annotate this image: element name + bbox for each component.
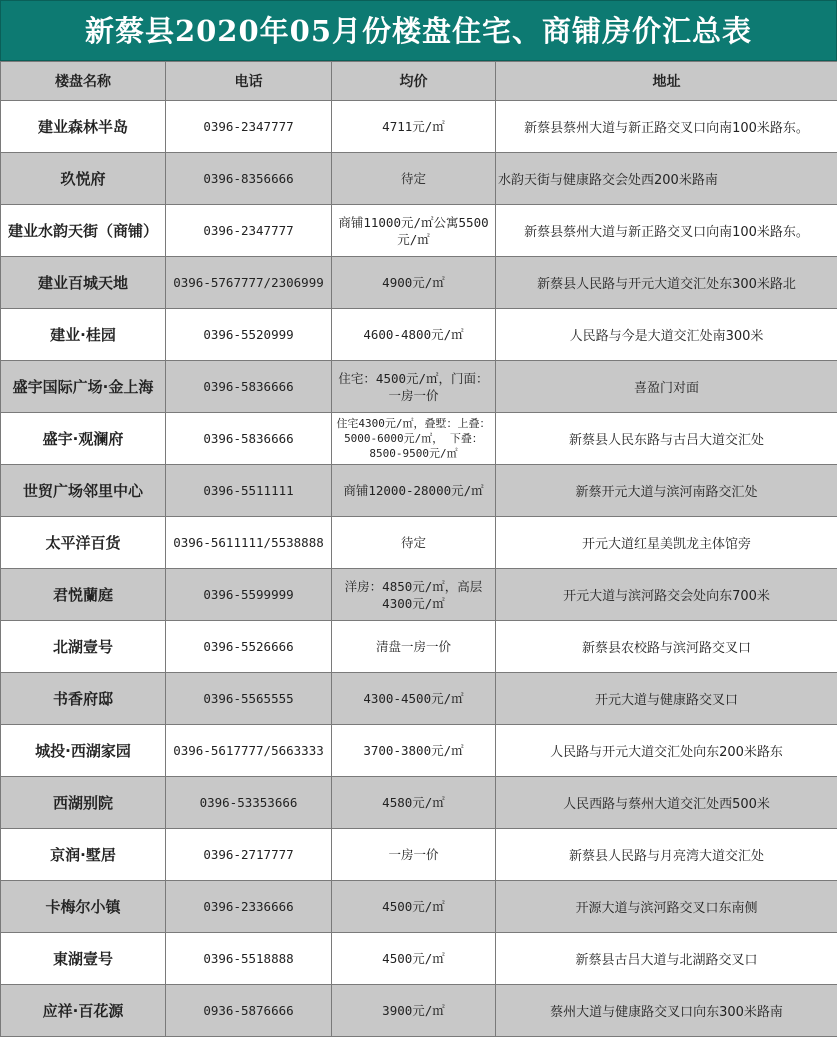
table-row xyxy=(1,361,837,413)
estate-address: 新蔡县蔡州大道与新正路交叉口向南100米路东。 xyxy=(496,101,837,153)
table-row xyxy=(1,413,837,465)
estate-phone: 0936-5876666 xyxy=(166,985,332,1037)
estate-phone: 0396-5520999 xyxy=(166,309,332,361)
estate-name: 建业水韵天街（商铺） xyxy=(1,205,166,257)
estate-price: 待定 xyxy=(332,153,496,205)
table-row xyxy=(1,621,837,673)
table-row xyxy=(1,205,837,257)
table-row xyxy=(1,517,837,569)
table-row xyxy=(1,101,837,153)
estate-address: 开元大道与健康路交叉口 xyxy=(496,673,837,725)
estate-address: 开元大道与滨河路交会处向东700米 xyxy=(496,569,837,621)
estate-address: 开源大道与滨河路交叉口东南侧 xyxy=(496,881,837,933)
estate-name: 书香府邸 xyxy=(1,673,166,725)
estate-address: 新蔡县农校路与滨河路交叉口 xyxy=(496,621,837,673)
table-row xyxy=(1,725,837,777)
estate-address: 新蔡县蔡州大道与新正路交叉口向南100米路东。 xyxy=(496,205,837,257)
estate-price: 4580元/㎡ xyxy=(332,777,496,829)
estate-phone: 0396-5836666 xyxy=(166,413,332,465)
estate-address: 新蔡开元大道与滨河南路交汇处 xyxy=(496,465,837,517)
table-row xyxy=(1,829,837,881)
estate-phone: 0396-2347777 xyxy=(166,205,332,257)
estate-price: 住宅4300元/㎡，叠墅：上叠：5000-6000元/㎡， 下叠：8500-9500元/㎡ xyxy=(332,413,496,465)
estate-phone: 0396-53353666 xyxy=(166,777,332,829)
estate-phone: 0396-5836666 xyxy=(166,361,332,413)
estate-address: 开元大道红星美凯龙主体馆旁 xyxy=(496,517,837,569)
table-row xyxy=(1,309,837,361)
estate-name: 君悦蘭庭 xyxy=(1,569,166,621)
estate-address: 蔡州大道与健康路交叉口向东300米路南 xyxy=(496,985,837,1037)
header-name: 楼盘名称 xyxy=(1,62,166,101)
table-row xyxy=(1,985,837,1037)
estate-phone: 0396-5518888 xyxy=(166,933,332,985)
estate-price: 3700-3800元/㎡ xyxy=(332,725,496,777)
estate-name: 太平洋百货 xyxy=(1,517,166,569)
estate-address: 人民西路与蔡州大道交汇处西500米 xyxy=(496,777,837,829)
header-phone: 电话 xyxy=(166,62,332,101)
estate-price: 4900元/㎡ xyxy=(332,257,496,309)
estate-phone: 0396-5565555 xyxy=(166,673,332,725)
estate-name: 東湖壹号 xyxy=(1,933,166,985)
estate-price: 4711元/㎡ xyxy=(332,101,496,153)
estate-phone: 0396-2717777 xyxy=(166,829,332,881)
estate-name: 卡梅尔小镇 xyxy=(1,881,166,933)
estate-price: 清盘一房一价 xyxy=(332,621,496,673)
estate-phone: 0396-5599999 xyxy=(166,569,332,621)
estate-phone: 0396-2336666 xyxy=(166,881,332,933)
estate-price: 4600-4800元/㎡ xyxy=(332,309,496,361)
estate-price: 4500元/㎡ xyxy=(332,881,496,933)
estate-name: 京润·墅居 xyxy=(1,829,166,881)
header-row xyxy=(1,62,837,101)
estate-address: 人民路与开元大道交汇处向东200米路东 xyxy=(496,725,837,777)
estate-name: 应祥·百花源 xyxy=(1,985,166,1037)
estate-name: 盛宇国际广场·金上海 xyxy=(1,361,166,413)
table-title: 新蔡县2020年05月份楼盘住宅、商铺房价汇总表 xyxy=(0,0,837,61)
price-summary-table xyxy=(0,61,837,1037)
estate-address: 新蔡县人民路与月亮湾大道交汇处 xyxy=(496,829,837,881)
estate-phone: 0396-5511111 xyxy=(166,465,332,517)
estate-name: 建业·桂园 xyxy=(1,309,166,361)
estate-address: 新蔡县人民东路与古吕大道交汇处 xyxy=(496,413,837,465)
table-row xyxy=(1,777,837,829)
estate-name: 西湖别院 xyxy=(1,777,166,829)
estate-price: 待定 xyxy=(332,517,496,569)
estate-phone: 0396-5617777/5663333 xyxy=(166,725,332,777)
estate-price: 商铺11000元/㎡公寓5500元/㎡ xyxy=(332,205,496,257)
estate-phone: 0396-5611111/5538888 xyxy=(166,517,332,569)
header-address: 地址 xyxy=(496,62,837,101)
estate-price: 洋房：4850元/㎡，高层4300元/㎡ xyxy=(332,569,496,621)
estate-phone: 0396-5526666 xyxy=(166,621,332,673)
estate-name: 城投·西湖家园 xyxy=(1,725,166,777)
estate-phone: 0396-5767777/2306999 xyxy=(166,257,332,309)
estate-price: 4300-4500元/㎡ xyxy=(332,673,496,725)
estate-price: 商铺12000-28000元/㎡ xyxy=(332,465,496,517)
estate-name: 盛宇·观澜府 xyxy=(1,413,166,465)
table-row xyxy=(1,933,837,985)
estate-name: 建业百城天地 xyxy=(1,257,166,309)
estate-address: 人民路与今是大道交汇处南300米 xyxy=(496,309,837,361)
table-row xyxy=(1,465,837,517)
estate-address: 新蔡县人民路与开元大道交汇处东300米路北 xyxy=(496,257,837,309)
table-row xyxy=(1,257,837,309)
estate-price: 一房一价 xyxy=(332,829,496,881)
estate-price: 4500元/㎡ xyxy=(332,933,496,985)
table-row xyxy=(1,881,837,933)
table-row xyxy=(1,673,837,725)
estate-address: 水韵天街与健康路交会处西200米路南 xyxy=(496,153,837,205)
table-row xyxy=(1,569,837,621)
estate-name: 世贸广场邻里中心 xyxy=(1,465,166,517)
estate-address: 喜盈门对面 xyxy=(496,361,837,413)
estate-name: 北湖壹号 xyxy=(1,621,166,673)
table-row xyxy=(1,153,837,205)
estate-address: 新蔡县古吕大道与北湖路交叉口 xyxy=(496,933,837,985)
estate-phone: 0396-2347777 xyxy=(166,101,332,153)
estate-name: 建业森林半岛 xyxy=(1,101,166,153)
estate-name: 玖悦府 xyxy=(1,153,166,205)
header-price: 均价 xyxy=(332,62,496,101)
estate-price: 住宅：4500元/㎡，门面：一房一价 xyxy=(332,361,496,413)
estate-price: 3900元/㎡ xyxy=(332,985,496,1037)
estate-phone: 0396-8356666 xyxy=(166,153,332,205)
